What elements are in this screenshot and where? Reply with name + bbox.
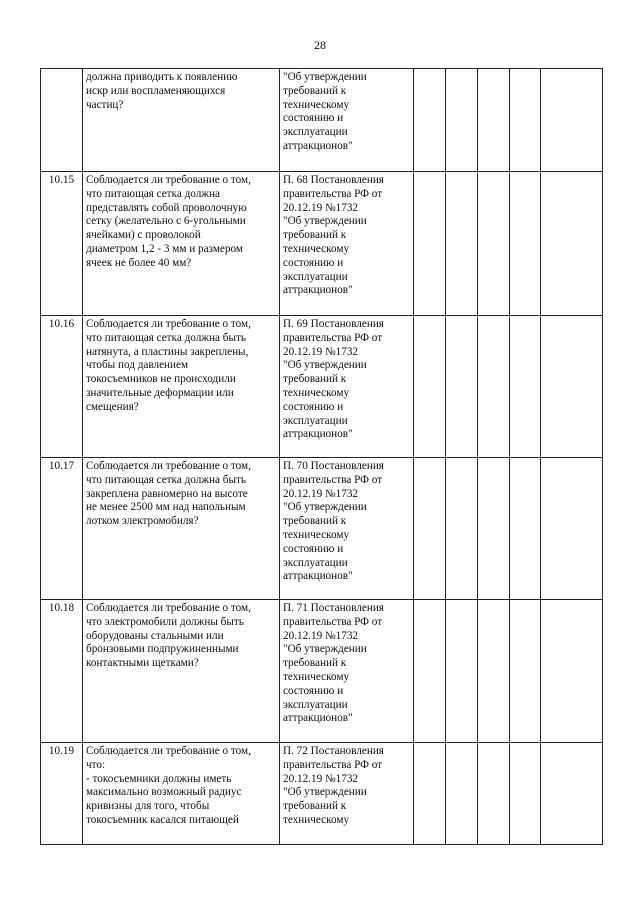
item-number <box>41 69 83 172</box>
answer-cell <box>541 458 603 600</box>
requirement-question: Соблюдается ли требование о том, что питающая сетка должна представлять собой проволочную сетку (желательно с 6-угольными ячейками) с проволокой диаметром 1,2 - 3 мм и размером ячеек не более 40 мм? <box>83 172 280 316</box>
answer-cell <box>541 69 603 172</box>
legal-reference: П. 71 Постановления правительства РФ от 20.12.19 №1732 "Об утверждении требований к техническому состоянию и эксплуатации аттракционов" <box>280 600 414 743</box>
answer-cell <box>541 600 603 743</box>
answer-cell <box>510 172 541 316</box>
answer-cell <box>510 600 541 743</box>
answer-cell <box>510 743 541 845</box>
answer-cell <box>478 316 510 458</box>
table-row <box>41 172 603 316</box>
requirement-question: Соблюдается ли требование о том, что питающая сетка должна быть закреплена равномерно на высоте не менее 2500 мм над напольным лотком электромобиля? <box>83 458 280 600</box>
answer-cell <box>478 600 510 743</box>
answer-cell <box>414 743 446 845</box>
legal-reference: П. 70 Постановления правительства РФ от 20.12.19 №1732 "Об утверждении требований к техническому состоянию и эксплуатации аттракционов" <box>280 458 414 600</box>
table-row <box>41 458 603 600</box>
answer-cell <box>414 600 446 743</box>
answer-cell <box>510 316 541 458</box>
table-row <box>41 743 603 845</box>
answer-cell <box>478 458 510 600</box>
answer-cell <box>541 172 603 316</box>
answer-cell <box>414 458 446 600</box>
legal-reference: П. 68 Постановления правительства РФ от 20.12.19 №1732 "Об утверждении требований к техническому состоянию и эксплуатации аттракционов" <box>280 172 414 316</box>
answer-cell <box>541 316 603 458</box>
item-number: 10.19 <box>41 743 83 845</box>
answer-cell <box>446 69 478 172</box>
legal-reference: П. 72 Постановления правительства РФ от 20.12.19 №1732 "Об утверждении требований к техническому <box>280 743 414 845</box>
answer-cell <box>510 69 541 172</box>
answer-cell <box>414 69 446 172</box>
requirement-question: Соблюдается ли требование о том, что питающая сетка должна быть натянута, а пластины закреплены, чтобы под давлением токосъемников не происходили значительные деформации или смещения? <box>83 316 280 458</box>
legal-reference: П. 69 Постановления правительства РФ от 20.12.19 №1732 "Об утверждении требований к техническому состоянию и эксплуатации аттракционов" <box>280 316 414 458</box>
page-number: 28 <box>314 38 326 52</box>
item-number: 10.18 <box>41 600 83 743</box>
item-number: 10.17 <box>41 458 83 600</box>
answer-cell <box>414 172 446 316</box>
answer-cell <box>446 600 478 743</box>
table-row <box>41 69 603 172</box>
requirement-question: Соблюдается ли требование о том, что: - токосъемники должны иметь максимально возможный радиус кривизны для того, чтобы токосъемник касался питающей <box>83 743 280 845</box>
answer-cell <box>478 69 510 172</box>
answer-cell <box>446 316 478 458</box>
table-row <box>41 600 603 743</box>
answer-cell <box>446 172 478 316</box>
table-row <box>41 316 603 458</box>
answer-cell <box>446 458 478 600</box>
answer-cell <box>414 316 446 458</box>
answer-cell <box>510 458 541 600</box>
item-number: 10.16 <box>41 316 83 458</box>
answer-cell <box>446 743 478 845</box>
answer-cell <box>478 743 510 845</box>
answer-cell <box>478 172 510 316</box>
answer-cell <box>541 743 603 845</box>
checklist-table <box>40 68 603 845</box>
legal-reference: "Об утверждении требований к техническому состоянию и эксплуатации аттракционов" <box>280 69 414 172</box>
requirement-question: должна приводить к появлению искр или воспламеняющихся частиц? <box>83 69 280 172</box>
item-number: 10.15 <box>41 172 83 316</box>
requirement-question: Соблюдается ли требование о том, что электромобили должны быть оборудованы стальными или бронзовыми подпружиненными контактными щетками? <box>83 600 280 743</box>
table-body <box>41 69 603 845</box>
